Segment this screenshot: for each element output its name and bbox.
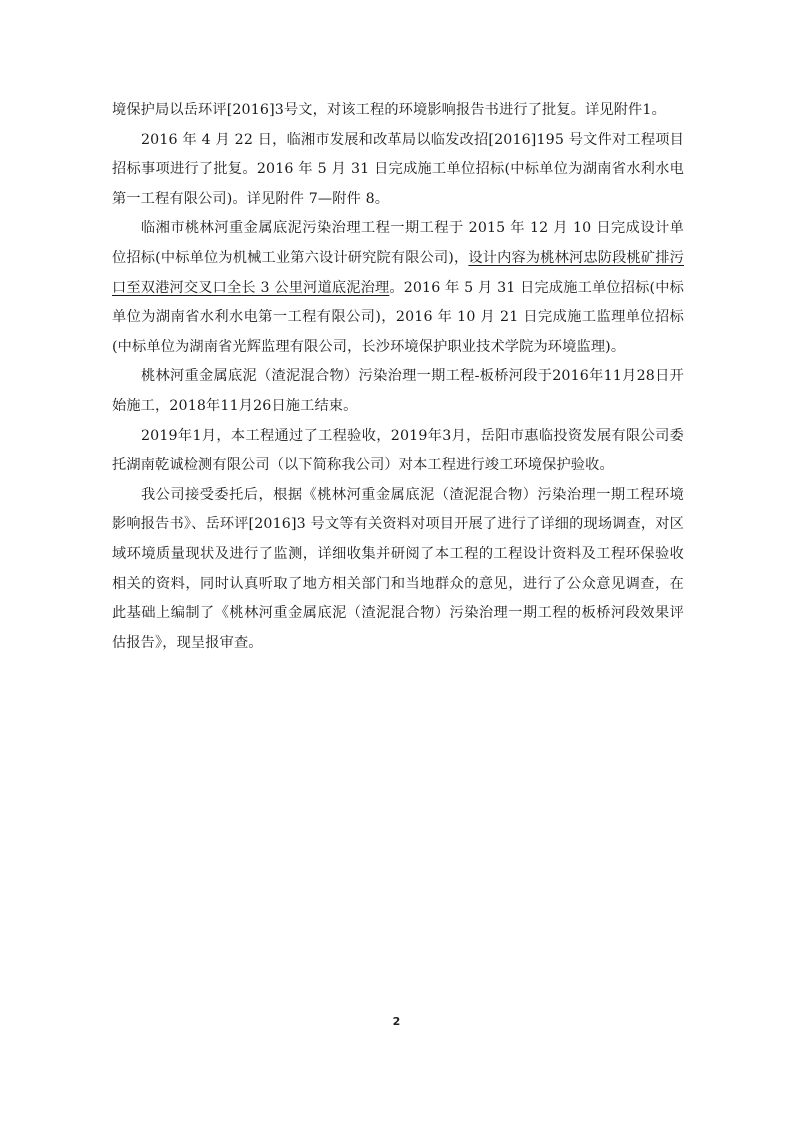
- paragraph-tender-approval: 2016 年 4 月 22 日，临湘市发展和改革局以临发改招[2016]195 号文件对工程项目招标事项进行了批复。2016 年 5 月 31 日完成施工单位招标(中标单位为湖南省水利水电第一工程有限公司)。详见附件 7—附件 8。: [112, 131, 684, 207]
- design-scope-underlined: 设计内容为桃林河忠防段桃矿排污口至双港河交叉口全长 3 公里河道底泥治理: [112, 249, 684, 296]
- document-body: [112, 96, 684, 658]
- paragraph-design-tender: [112, 214, 684, 362]
- paragraph-acceptance: 2019年1月，本工程通过了工程验收，2019年3月，岳阳市惠临投资发展有限公司委托湖南乾诚检测有限公司（以下简称我公司）对本工程进行竣工环境保护验收。: [112, 427, 684, 474]
- paragraph-approval-continuation: 境保护局以岳环评[2016]3号文，对该工程的环境影响报告书进行了批复。详见附件1。: [112, 102, 666, 118]
- page-number: 2: [392, 1015, 401, 1028]
- design-tender-text-after: 。2016 年 5 月 31 日完成施工单位招标(中标单位为湖南省水利水电第一工程有限公司)，2016 年 10 月 21 日完成施工监理单位招标(中标单位为湖南省光辉监理有限公司，长沙环境保护职业技术学院为环境监理)。: [112, 279, 684, 355]
- design-tender-text-before: 临湘市桃林河重金属底泥污染治理工程一期工程于 2015 年 12 月 10 日完成设计单位招标(中标单位为机械工业第六设计研究院有限公司)，: [112, 220, 684, 266]
- paragraph-construction-period: 桃林河重金属底泥（渣泥混合物）污染治理一期工程-板桥河段于2016年11月28日开始施工，2018年11月26日施工结束。: [112, 368, 684, 414]
- paragraph-report-preparation: 我公司接受委托后，根据《桃林河重金属底泥（渣泥混合物）污染治理一期工程环境影响报告书》、岳环评[2016]3 号文等有关资料对项目开展了进行了详细的现场调查，对区域环境质量现状及进行了监测，详细收集并研阅了本工程的工程设计资料及工程环保验收相关的资料，同时认真听取了地方相关部门和当地群众的意见，进行了公众意见调查，在此基础上编制了《桃林河重金属底泥（渣泥混合物）污染治理一期工程的板桥河段效果评估报告》，现呈报审查。: [112, 486, 684, 651]
